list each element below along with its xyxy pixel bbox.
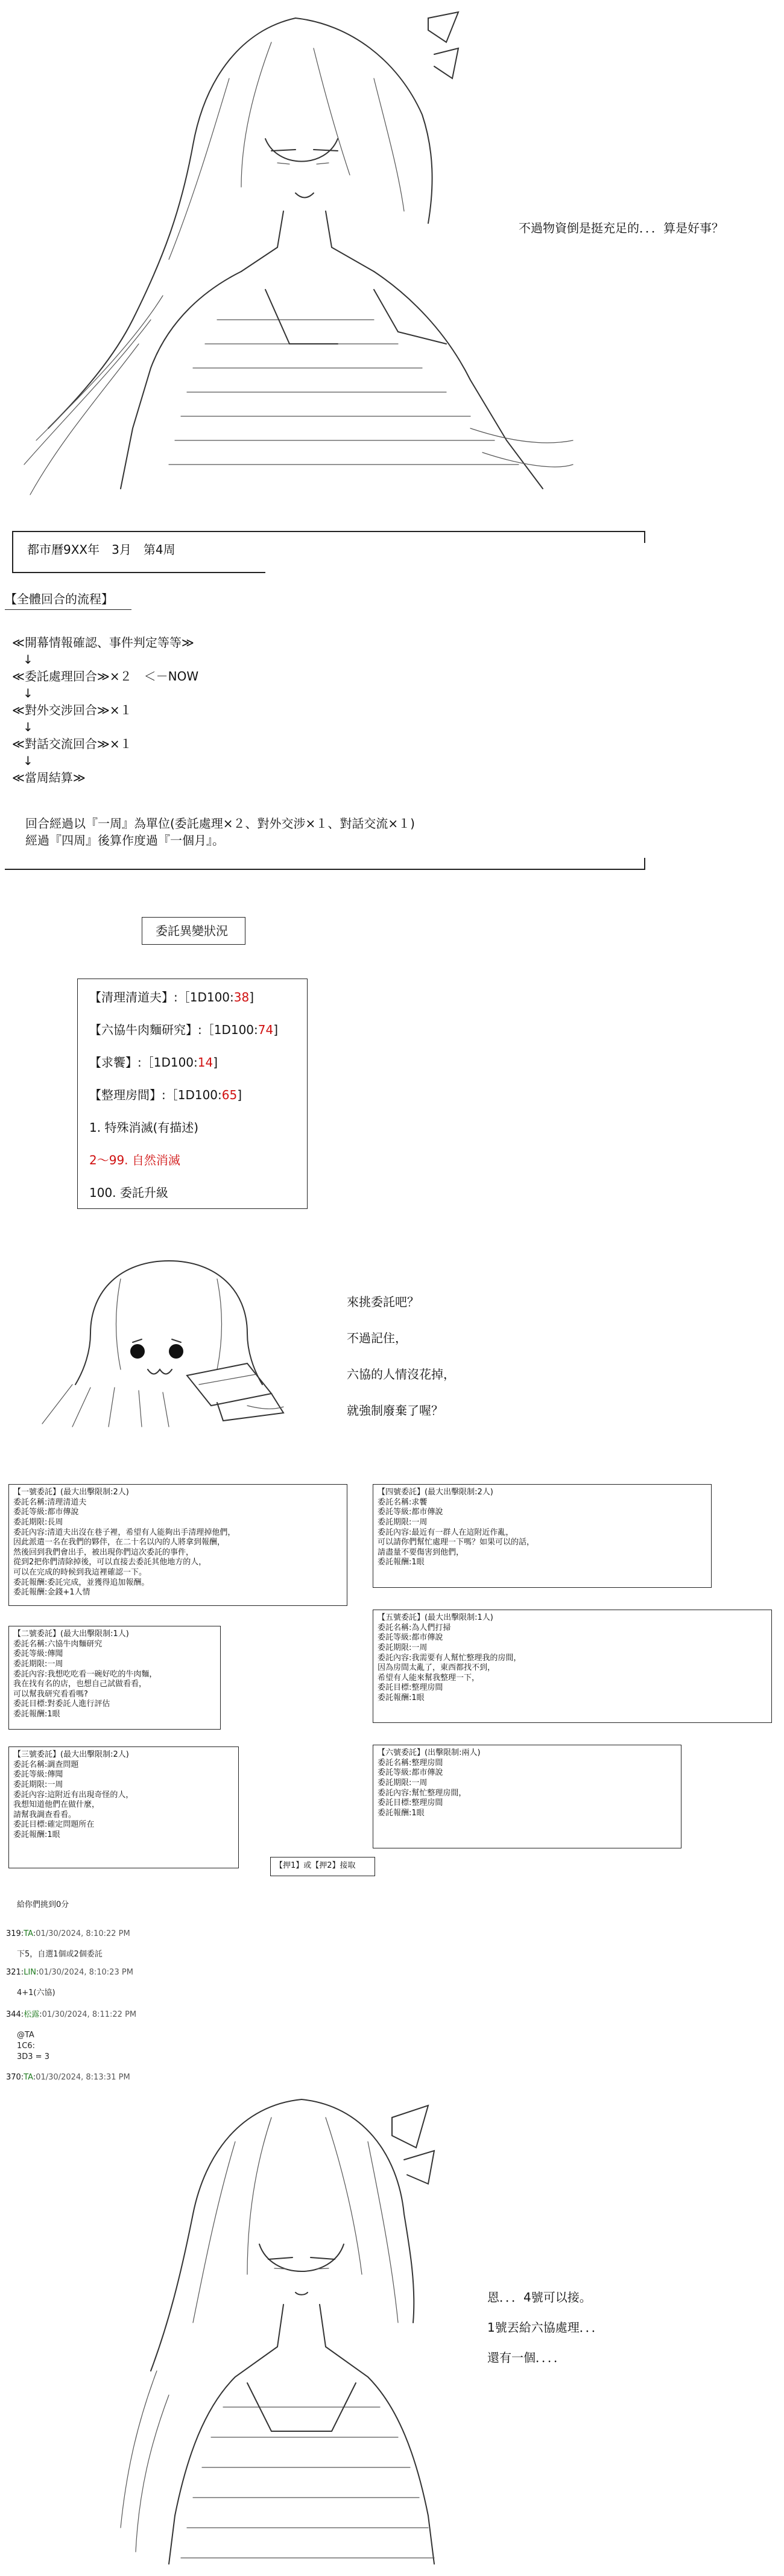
anomaly-row-suffix: ] <box>249 990 254 1004</box>
request-line: 委託內容:這附近有出現奇怪的人， <box>13 1790 134 1800</box>
flow-steps <box>12 635 198 787</box>
choice-text: 【押1】或【押2】接取 <box>275 1861 356 1870</box>
request-line: 委託等級:都市傳說 <box>378 1633 443 1643</box>
request-line: 委託期限:一周 <box>13 1659 63 1669</box>
request-line: 委託期限:一周 <box>13 1780 63 1789</box>
date-header: 都市曆9XX年 3月 第4周 <box>27 542 175 557</box>
flow-step: ≪當周結算≫ <box>12 770 86 785</box>
request-line: 可以幫我研究看看嗎? <box>13 1689 88 1699</box>
request-2-text <box>13 1629 157 1720</box>
flow-step-arrow: ↓ <box>23 720 33 734</box>
request-line: 委託期限:長周 <box>13 1517 63 1527</box>
anomaly-row <box>89 989 278 1022</box>
middle-speech-line: 就強制廢棄了喔？ <box>347 1403 443 1418</box>
request-line: 委託內容:我想吃吃看一碗好吃的牛肉麵， <box>13 1669 157 1679</box>
request-3-text <box>13 1750 133 1841</box>
request-line: 委託報酬:委託完成，並獲得追加報酬。 <box>13 1578 150 1587</box>
anomaly-row-suffix: ] <box>273 1023 279 1037</box>
request-line: 【一號委託】(最大出擊限制:2人) <box>13 1488 129 1497</box>
character-art-middle <box>18 1255 320 1430</box>
flow-title: 【全體回合的流程】 <box>5 592 113 606</box>
post-number[interactable]: 370 <box>6 2073 21 2082</box>
middle-speech-line: 六協的人情沒花掉， <box>347 1367 455 1382</box>
date-header-bottom-line <box>12 572 265 573</box>
date-header-right-tick <box>644 531 645 543</box>
bottom-speech-line: 恩．．．4號可以接。 <box>487 2290 592 2305</box>
flow-step-arrow: ↓ <box>23 686 33 700</box>
anomaly-rule: 1. 特殊消滅(有描述) <box>89 1120 199 1135</box>
request-line: 可以在完成的時候到我這裡確認一下。 <box>13 1568 147 1577</box>
request-line: 委託內容:最近有一群人在這附近作亂， <box>378 1528 514 1537</box>
bottom-speech-line: 1號丟給六協處理．．． <box>487 2320 604 2335</box>
request-line: 委託名稱:調查問題 <box>13 1760 79 1769</box>
request-line: 委託報酬:1眼 <box>13 1830 60 1839</box>
post-date: 01/30/2024, 8:10:22 PM <box>36 1929 130 1938</box>
flow-step: ≪對外交涉回合≫×１ <box>12 703 132 717</box>
request-line: 委託內容:清道夫出沒在巷子裡，希望有人能夠出手清理掉他們， <box>13 1528 236 1537</box>
request-line: 委託名稱:整理房間 <box>378 1758 443 1768</box>
request-line: 然後回到我們會出手，被出現你們這次委託的事件， <box>13 1547 194 1557</box>
request-line: 委託報酬:1眼 <box>13 1710 60 1719</box>
post-user[interactable]: LIN <box>24 1968 37 1977</box>
post-number[interactable]: 344 <box>6 2010 21 2019</box>
request-line: 委託期限:一周 <box>378 1778 428 1788</box>
request-line: 委託等級:都市傳說 <box>378 1768 443 1778</box>
post-user[interactable]: TA <box>24 1929 33 1938</box>
anomaly-row-value: 38 <box>233 990 250 1004</box>
post-body: @TA <box>17 2031 34 2040</box>
date-header-top-line <box>12 531 645 532</box>
middle-speech-line: 不過記住， <box>347 1331 407 1345</box>
request-line: 委託報酬:1眼 <box>378 1558 425 1567</box>
request-line: 委託內容:我需要有人幫忙整理我的房間， <box>378 1653 522 1663</box>
middle-speech-line: 來挑委託吧？ <box>347 1295 419 1309</box>
flow-step-arrow: ↓ <box>23 652 33 667</box>
request-line: 【六號委託】(出擊限制:兩人) <box>378 1748 481 1757</box>
post-user[interactable]: 松露 <box>24 2010 40 2019</box>
request-line: 【三號委託】(最大出擊限制:2人) <box>13 1750 129 1759</box>
flow-step-arrow: ↓ <box>23 753 33 768</box>
anomaly-row-value: 65 <box>221 1088 238 1102</box>
request-line: 委託期限:一周 <box>378 1643 428 1652</box>
flow-step-current: ≪委託處理回合≫×２ ＜－NOW <box>12 669 199 684</box>
anomaly-row <box>89 1087 278 1120</box>
request-line: 委託內容:幫忙整理房間， <box>378 1788 467 1798</box>
request-line: 委託名稱:為人們打掃 <box>378 1623 451 1632</box>
flow-note-2: 經過『四周』後算作度過『一個月』。 <box>25 833 224 848</box>
character-art-top <box>12 6 579 507</box>
anomaly-row <box>89 1022 278 1055</box>
flow-note-1: 回合經過以『一周』為單位(委託處理×２、對外交涉×１、對話交流×１) <box>25 816 415 831</box>
request-line: 因為房間太亂了，東西都找不到， <box>378 1663 496 1673</box>
post-user[interactable]: TA <box>24 2073 33 2082</box>
anomaly-row <box>89 1055 278 1087</box>
anomaly-row-suffix: ] <box>213 1055 218 1070</box>
post-body: 3D3 = 3 <box>17 2052 49 2061</box>
request-6-text <box>378 1748 481 1818</box>
post-date: 01/30/2024, 8:11:22 PM <box>42 2010 137 2019</box>
anomaly-row-label: 【整理房間】:［1D100: <box>89 1088 222 1102</box>
anomaly-title: 委託異變狀況 <box>156 924 228 938</box>
post-date: 01/30/2024, 8:10:23 PM <box>39 1968 133 1977</box>
anomaly-rule: 100. 委託升級 <box>89 1185 168 1200</box>
request-line: 請幫我調查看看。 <box>13 1810 77 1819</box>
request-line: 【二號委託】(最大出擊限制:1人) <box>13 1629 129 1639</box>
request-line: 【四號委託】(最大出擊限制:2人) <box>378 1488 493 1497</box>
request-line: 委託名稱:六協牛肉麵研究 <box>13 1639 103 1649</box>
request-line: 委託報酬:1眼 <box>378 1808 425 1818</box>
request-line: 委託報酬:1眼 <box>378 1693 425 1702</box>
flow-step: ≪開幕情報確認、事件判定等等≫ <box>12 635 194 650</box>
request-line: 因此派遣一名在我們的夥伴，在二十名以內的人將拿到報酬， <box>13 1538 226 1547</box>
request-line: 委託目標:整理房間 <box>378 1798 443 1808</box>
request-line: 委託名稱:求饗 <box>378 1497 428 1507</box>
request-line: 委託目標:對委託人進行評估 <box>13 1699 110 1709</box>
request-line: 委託等級:都市傳說 <box>378 1508 443 1517</box>
bottom-speech <box>487 2289 604 2380</box>
request-line: 我想知道他們在做什麼， <box>13 1800 100 1810</box>
anomaly-row-label: 【清理清道夫】:［1D100: <box>89 990 234 1004</box>
request-line: 委託等級:傳聞 <box>13 1770 63 1780</box>
anomaly-row-value: 74 <box>258 1023 274 1037</box>
posts-header: 給你們挑到0分 <box>17 1900 69 1909</box>
post-meta: 321:LIN:01/30/2024, 8:10:23 PM <box>6 1968 133 1977</box>
request-line: 請盡量不要傷害到他們， <box>378 1547 464 1557</box>
anomaly-row-value: 14 <box>197 1055 213 1070</box>
post-meta: 370:TA:01/30/2024, 8:13:31 PM <box>6 2073 130 2082</box>
request-4-text <box>378 1488 534 1568</box>
request-line: 委託等級:都市傳說 <box>13 1508 79 1517</box>
request-line: 委託目標:確定問題所在 <box>13 1820 95 1830</box>
top-speech: 不過物資倒是挺充足的．．．算是好事？ <box>519 221 724 235</box>
flow-bottom-line <box>5 869 645 870</box>
post-date: 01/30/2024, 8:13:31 PM <box>36 2073 130 2082</box>
request-line: 委託等級:傳聞 <box>13 1649 63 1659</box>
post-number[interactable]: 321 <box>6 1968 21 1977</box>
flow-title-underline <box>5 609 131 610</box>
post-body: 1C6: <box>17 2041 35 2051</box>
character-art-bottom <box>103 2093 476 2570</box>
request-line: 委託期限:一周 <box>378 1517 428 1527</box>
post-meta: 319:TA:01/30/2024, 8:10:22 PM <box>6 1929 130 1938</box>
anomaly-row-label: 【六協牛肉麵研究】:［1D100: <box>89 1023 258 1037</box>
flow-bottom-right-tick <box>644 858 645 870</box>
request-line: 委託報酬:金錢+1人情 <box>13 1588 90 1597</box>
request-5-text <box>378 1613 521 1704</box>
anomaly-row-label: 【求饗】:［1D100: <box>89 1055 198 1070</box>
middle-speech <box>347 1294 455 1439</box>
post-body: 下5，自選1個或2個委託 <box>17 1950 103 1959</box>
post-meta: 344:松露:01/30/2024, 8:11:22 PM <box>6 2010 137 2019</box>
request-line: 希望有人能來幫我整理一下， <box>378 1673 480 1683</box>
request-line: 【五號委託】(最大出擊限制:1人) <box>378 1613 493 1622</box>
post-body: 4+1(六協) <box>17 1988 55 1997</box>
bottom-speech-line: 還有一個．．．． <box>487 2350 566 2365</box>
anomaly-rule: 2～99. 自然消滅 <box>89 1153 180 1167</box>
date-header-left-bar <box>12 531 13 573</box>
flow-step: ≪對話交流回合≫×１ <box>12 737 132 751</box>
request-line: 從到2把你們清除掉後，可以直接去委託其他地方的人， <box>13 1558 207 1567</box>
request-line: 委託目標:整理房間 <box>378 1683 443 1693</box>
request-line: 我在找有名的店，也想自己試做看看， <box>13 1680 147 1689</box>
anomaly-row-suffix: ] <box>237 1088 242 1102</box>
request-line: 可以請你們幫忙處理一下嗎？如果可以的話， <box>378 1538 535 1547</box>
anomaly-rows <box>89 989 278 1217</box>
request-1-text <box>13 1488 235 1598</box>
request-line: 委託名稱:清理清道夫 <box>13 1497 87 1507</box>
post-number[interactable]: 319 <box>6 1929 21 1938</box>
